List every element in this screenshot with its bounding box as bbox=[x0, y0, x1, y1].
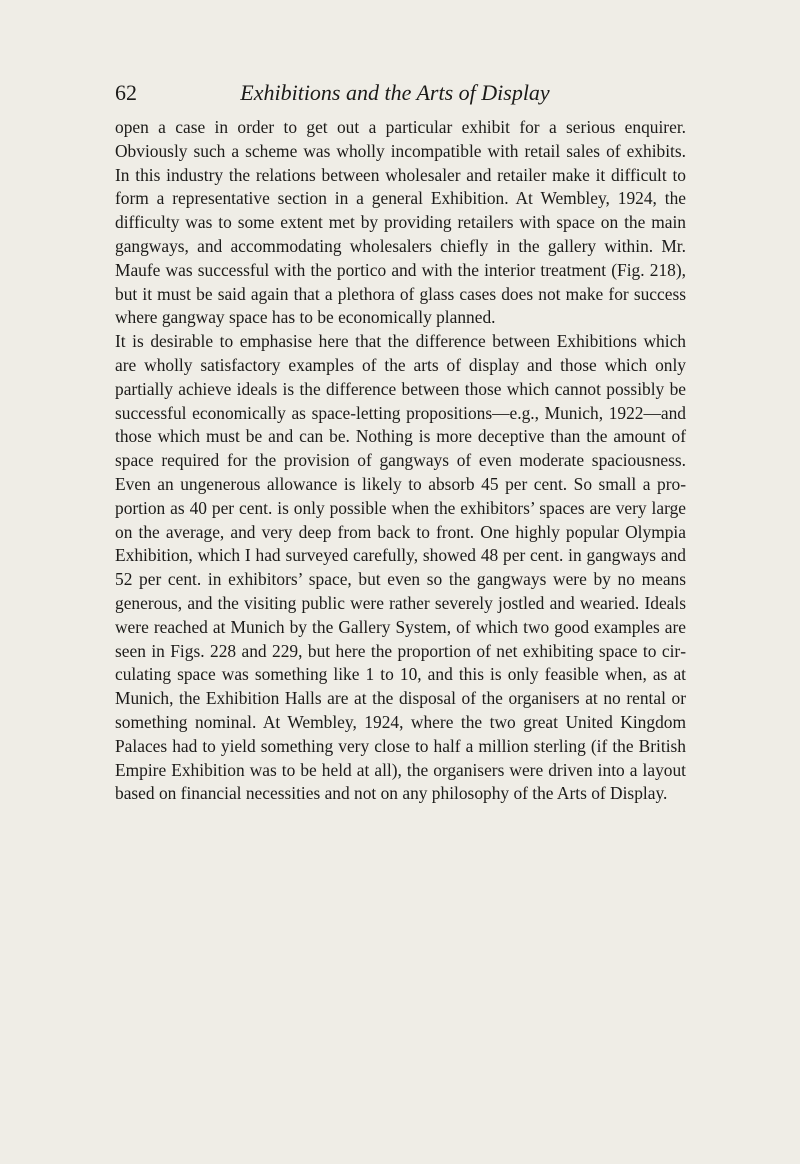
body-text bbox=[115, 116, 686, 806]
paragraph-2: It is desirable to emphasise here that the difference between Exhibitions which are wholly satisfactory examples of the arts of display and those which only partially achieve ideals is the difference between those which cannot possibly be successful economically as space-letting propositions—e.g., Munich, 1922—and those which must be and can be. Nothing is more deceptive than the amount of space required for the provision of gangways of even moderate spaciousness. Even an ungenerous allowance is likely to absorb 45 per cent. So small a proportion as 40 per cent. is only possible when the exhibitors’ spaces are very large on the average, and very deep from back to front. One highly popular Olympia Exhibition, which I had surveyed carefully, showed 48 per cent. in gangways and 52 per cent. in exhibitors’ space, but even so the gangways were by no means generous, and the visiting public were rather severely jostled and wearied. Ideals were reached at Munich by the Gallery System, of which two good examples are seen in Figs. 228 and 229, but here the proportion of net exhibiting space to circulating space was something like 1 to 10, and this is only feasible when, as at Munich, the Exhibition Halls are at the disposal of the organisers at no rental or something nominal. At Wembley, 1924, where the two great United Kingdom Palaces had to yield something very close to half a million sterling (if the British Empire Exhibition was to be held at all), the organisers were driven into a layout based on financial necessities and not on any philosophy of the Arts of Display. bbox=[115, 331, 686, 804]
page-number: 62 bbox=[115, 80, 137, 105]
paragraph-1: open a case in order to get out a particular exhibit for a serious enquirer. Obviously such a scheme was wholly incompatible with retail sales of exhibits. In this industry the relations between wholesaler and retailer make it difficult to form a representative section in a general Exhibition. At Wembley, 1924, the difficulty was to some extent met by providing retailers with space on the main gangways, and accommodating wholesalers chiefly in the gallery within. Mr. Maufe was successful with the portico and with the interior treatment (Fig. 218), but it must be said again that a plethora of glass cases does not make for success where gangway space has to be economically planned. bbox=[115, 117, 686, 328]
running-title: Exhibitions and the Arts of Display bbox=[240, 80, 550, 105]
running-head bbox=[115, 78, 675, 108]
